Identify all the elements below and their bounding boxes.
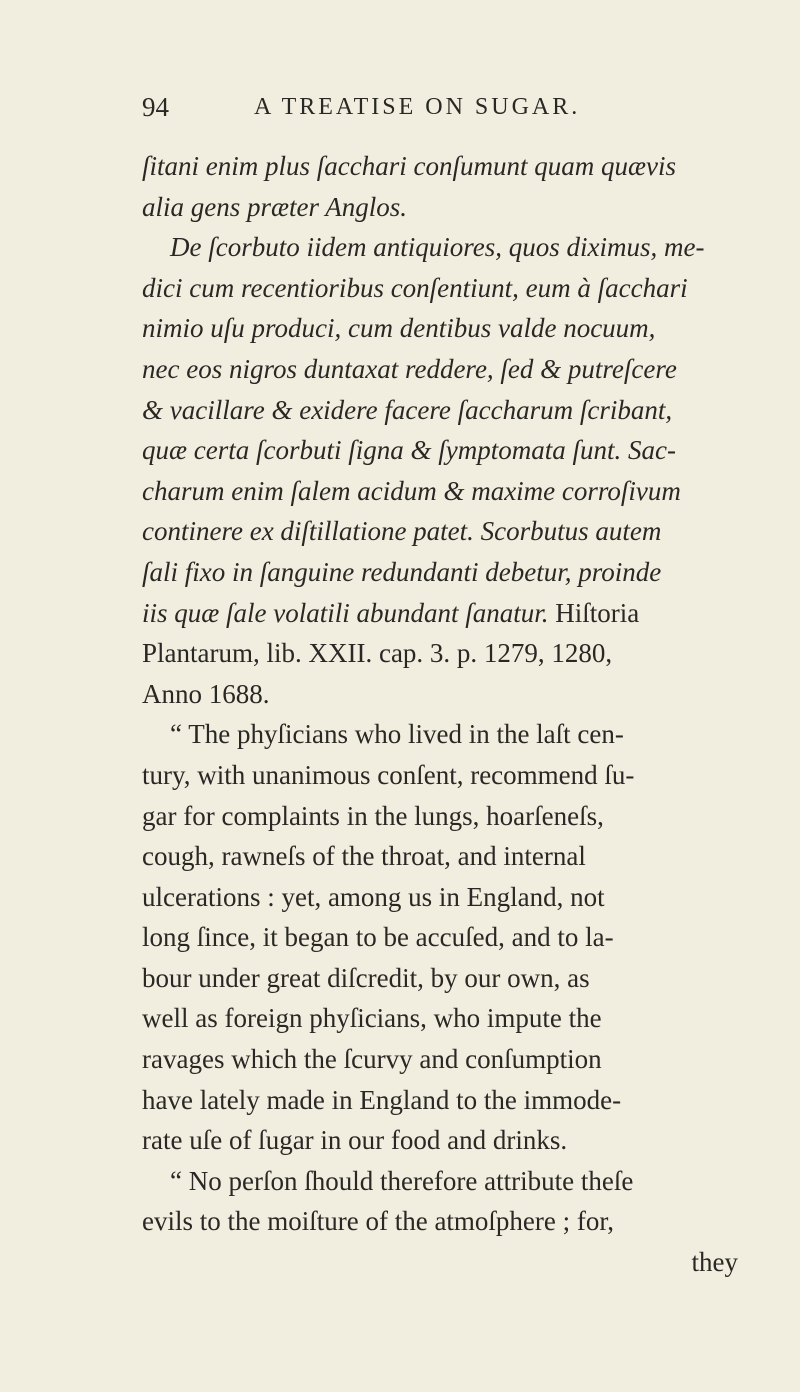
text-line: dici cum recentioribus conſentiunt, eum à ſacchari: [142, 272, 688, 303]
english-translation: [142, 714, 768, 1282]
page-header: [142, 92, 782, 132]
running-title: A TREATISE ON SUGAR.: [254, 94, 581, 120]
text-line: long ſince, it began to be accuſed, and to la-: [142, 922, 614, 953]
text-line: ſitani enim plus ſacchari conſumunt quam quævis: [142, 151, 676, 181]
latin-text: iis quæ ſale volatili abundant ſanatur.: [142, 597, 549, 628]
latin-quotation: [142, 146, 768, 633]
text-line: well as foreign phyſicians, who impute the: [142, 1003, 602, 1034]
text-line: cough, rawneſs of the throat, and internal: [142, 841, 586, 872]
citation-line: Anno 1688.: [142, 678, 270, 709]
citation-line: Plantarum, lib. XXII. cap. 3. p. 1279, 1280,: [142, 638, 613, 669]
text-line: De ſcorbuto iidem antiquiores, quos diximus, me-: [170, 232, 705, 263]
text-line: ſali fixo in ſanguine redundanti debetur, proinde: [142, 556, 662, 587]
text-line: nec eos nigros duntaxat reddere, ſed & putreſcere: [142, 353, 677, 384]
text-line: & vacillare & exidere facere ſaccharum ſcribant,: [142, 394, 673, 425]
text-line: tury, with unanimous conſent, recommend ſu-: [142, 759, 635, 790]
catchword: they: [691, 1247, 738, 1278]
text-line: ravages which the ſcurvy and conſumption: [142, 1044, 602, 1075]
text-line: quæ certa ſcorbuti ſigna & ſymptomata ſunt. Sac-: [142, 435, 676, 466]
text-line: bour under great diſcredit, by our own, as: [142, 962, 590, 993]
text-line: gar for complaints in the lungs, hoarſeneſs,: [142, 800, 604, 831]
citation: [142, 633, 768, 714]
text-line: evils to the moiſture of the atmoſphere ; for,: [142, 1206, 615, 1237]
text-line: charum enim ſalem acidum & maxime corroſivum: [142, 475, 681, 506]
text-line: “ The phyſicians who lived in the laſt cen-: [170, 719, 624, 750]
text-line: nimio uſu produci, cum dentibus valde nocuum,: [142, 313, 656, 344]
text-line: rate uſe of ſugar in our food and drinks.: [142, 1125, 568, 1156]
page-number: 94: [142, 92, 169, 122]
text-line: ulcerations : yet, among us in England, not: [142, 881, 605, 912]
text-line: continere ex diſtillatione patet. Scorbutus autem: [142, 516, 662, 547]
text-line: “ No perſon ſhould therefore attribute theſe: [170, 1165, 634, 1196]
text-line: have lately made in England to the immode-: [142, 1084, 622, 1115]
text-line: alia gens præter Anglos.: [142, 191, 408, 222]
body-text: [142, 146, 768, 1283]
citation-text: Hiſtoria: [555, 597, 640, 628]
latin-line-with-citation: [142, 593, 768, 634]
